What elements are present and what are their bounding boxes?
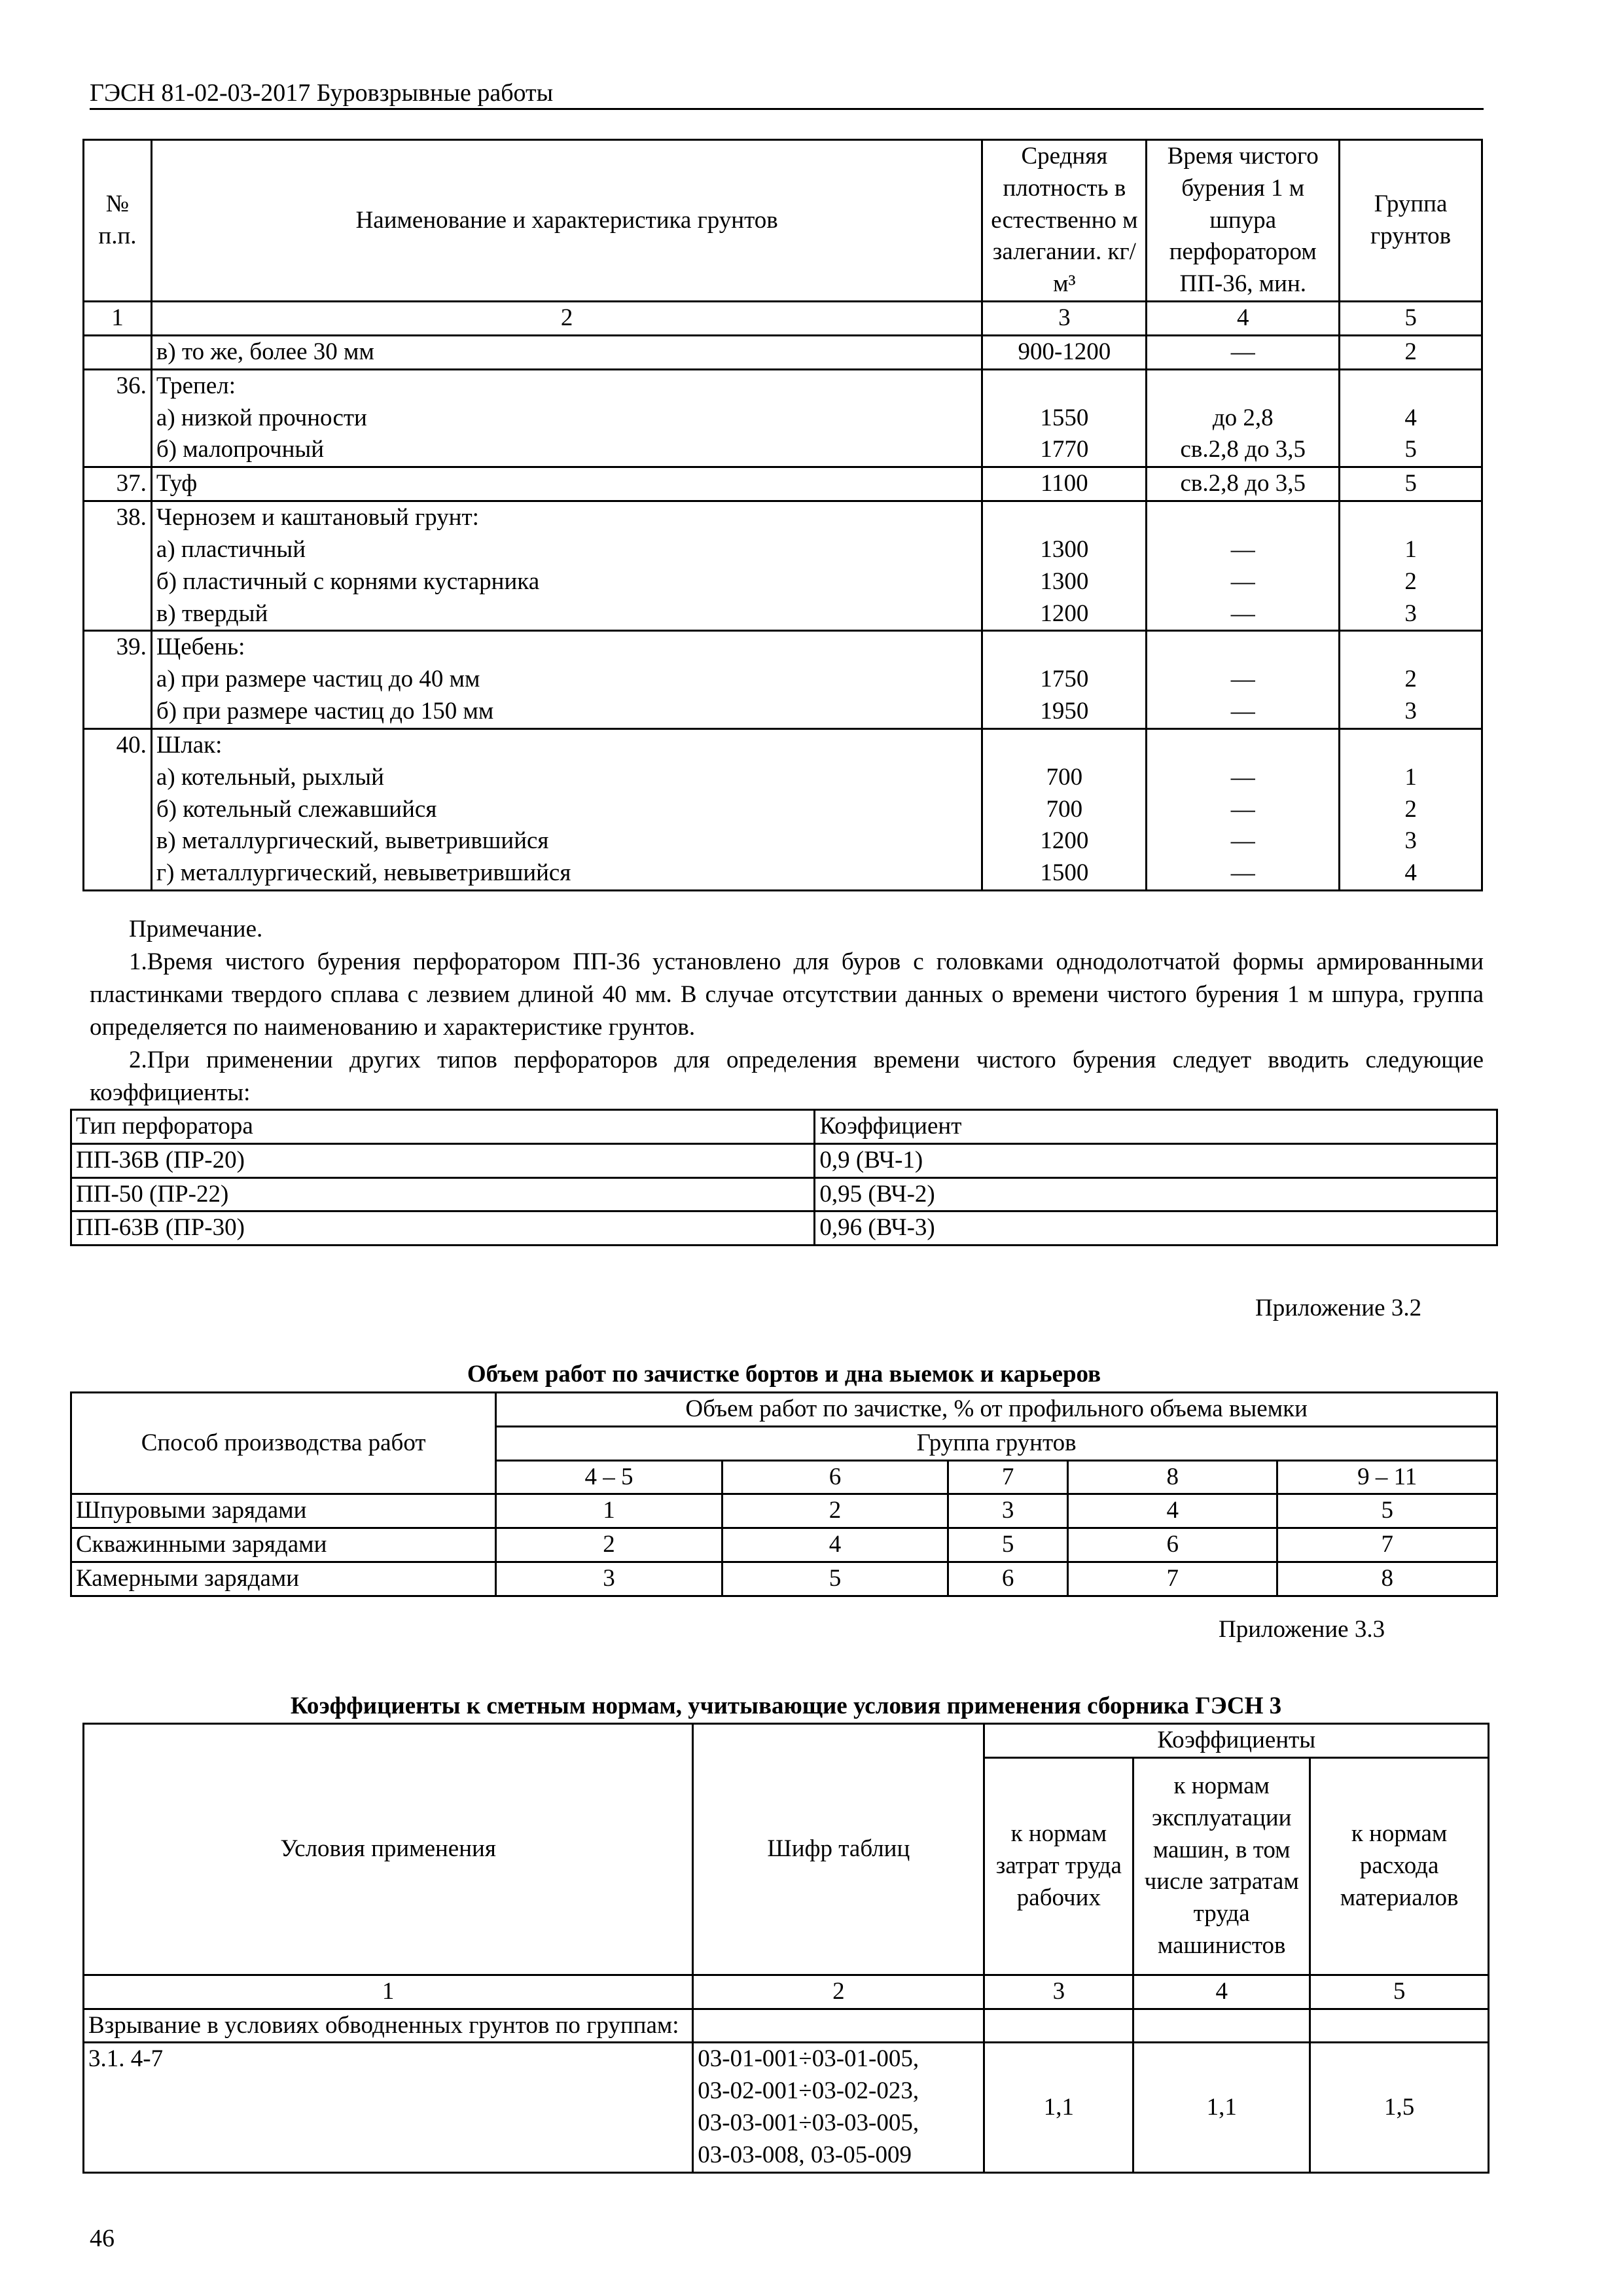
coefficient: 0,95 (ВЧ-2)	[815, 1177, 1497, 1211]
row-density: 1100	[982, 467, 1147, 501]
coefficient: 0,9 (ВЧ-1)	[815, 1143, 1497, 1177]
method: Шпуровыми зарядами	[71, 1494, 496, 1528]
group-title: Шлак:	[156, 731, 223, 759]
index-cell: 3	[982, 302, 1147, 336]
row-num: 38.	[84, 501, 152, 631]
soil-table	[82, 139, 1483, 891]
row-density	[982, 631, 1147, 728]
row-num	[84, 335, 152, 369]
item-name: а) при размере частиц до 40 мм	[156, 666, 480, 693]
row-group: 2	[1340, 335, 1482, 369]
item-name: а) низкой прочности	[156, 404, 367, 431]
appendix-3-3-caption: Коэффициенты к сметным нормам, учитывающие условия применения сборника ГЭСН 3	[290, 1693, 1282, 1719]
row-density	[982, 728, 1147, 890]
item-name: в) твердый	[156, 600, 268, 627]
labor-coefficient: 1,1	[984, 2043, 1133, 2172]
table-row	[84, 728, 1482, 890]
value: 8	[1277, 1562, 1497, 1596]
table-header-row	[84, 1724, 1489, 1758]
code-line: 03-01-001÷03-01-005,	[698, 2045, 919, 2073]
item-density: 1200	[1040, 827, 1089, 855]
header-conditions: Условия применения	[84, 1724, 693, 1975]
table-row	[84, 335, 1482, 369]
row-num: 40.	[84, 728, 152, 890]
header-density: Средняя плотность в естественно м залегании. кг/м³	[982, 140, 1147, 302]
conditions: 3.1. 4-7	[84, 2043, 693, 2172]
item-name: б) пластичный с корнями кустарника	[156, 567, 540, 595]
table-header-row	[71, 1110, 1497, 1144]
row-num: 39.	[84, 631, 152, 728]
row-name: Туф	[151, 467, 982, 501]
table-row	[71, 1177, 1497, 1211]
item-density: 1200	[1040, 600, 1089, 627]
perforator-type: ПП-36В (ПР-20)	[71, 1143, 815, 1177]
item-group: 3	[1404, 698, 1417, 725]
value: 1	[496, 1494, 722, 1528]
group-label: 7	[948, 1460, 1068, 1494]
index-cell: 2	[151, 302, 982, 336]
item-name: в) металлургический, выветрившийся	[156, 827, 549, 855]
item-density: 1750	[1040, 666, 1089, 693]
header-materials: к нормам расхода материалов	[1310, 1757, 1489, 1975]
index-cell: 1	[84, 1975, 693, 2009]
table-row	[84, 2043, 1489, 2172]
row-group-title: Взрывание в условиях обводненных грунтов по группам:	[84, 2009, 693, 2043]
row-group	[1340, 369, 1482, 467]
header-volume: Объем работ по зачистке, % от профильного объема выемки	[496, 1393, 1497, 1427]
value: 4	[722, 1528, 948, 1562]
item-time: —	[1230, 600, 1255, 627]
soil-table-header-row	[84, 140, 1482, 302]
header-method: Способ производства работ	[71, 1393, 496, 1494]
item-density: 1550	[1040, 404, 1089, 431]
index-cell: 5	[1310, 1975, 1489, 2009]
note-2: 2.При применении других типов перфораторов для определения времени чистого бурения следует вводить следующие коэффициенты:	[90, 1046, 1484, 1106]
note-1: 1.Время чистого бурения перфоратором ПП-36 установлено для буров с головками однодолотчатой формы армированными пластинками твердого сплава с лезвием длиной 40 мм. В случае отсутствии данных о времени чистого бурения 1 м шпура, группа определяется по наименованию и характеристике грунтов.	[90, 948, 1484, 1041]
code-line: 03-03-001÷03-03-005,	[698, 2109, 919, 2137]
row-density: 900-1200	[982, 335, 1147, 369]
group-title: Чернозем и каштановый грунт:	[156, 504, 479, 531]
item-group: 3	[1404, 600, 1417, 627]
page-header-title: ГЭСН 81-02-03-2017 Буровзрывные работы	[90, 79, 554, 107]
empty-cell	[693, 2009, 984, 2043]
row-time: св.2,8 до 3,5	[1147, 467, 1340, 501]
item-group: 2	[1404, 795, 1417, 823]
value: 5	[948, 1528, 1068, 1562]
item-name: б) при размере частиц до 150 мм	[156, 698, 494, 725]
header-time: Время чистого бурения 1 м шпура перфоратором ПП-36, мин.	[1147, 140, 1340, 302]
appendix-3-3-label: Приложение 3.3	[1219, 1616, 1385, 1643]
value: 5	[722, 1562, 948, 1596]
soil-table-index-row	[84, 302, 1482, 336]
row-time	[1147, 369, 1340, 467]
table-index-row	[84, 1975, 1489, 2009]
notes-block	[90, 913, 1484, 1109]
coefficient: 0,96 (ВЧ-3)	[815, 1211, 1497, 1246]
empty-cell	[1133, 2009, 1310, 2043]
empty-cell	[984, 2009, 1133, 2043]
empty-cell	[1310, 2009, 1489, 2043]
value: 3	[496, 1562, 722, 1596]
item-group: 1	[1404, 763, 1417, 791]
row-group	[1340, 631, 1482, 728]
notes-title: Примечание.	[129, 916, 263, 942]
table-row	[71, 1143, 1497, 1177]
item-time: —	[1230, 666, 1255, 693]
header-name: Наименование и характеристика грунтов	[151, 140, 982, 302]
value: 2	[722, 1494, 948, 1528]
item-time: —	[1230, 698, 1255, 725]
method: Скважинными зарядами	[71, 1528, 496, 1562]
row-group: 5	[1340, 467, 1482, 501]
row-name	[151, 728, 982, 890]
item-group: 1	[1404, 535, 1417, 563]
code-line: 03-02-001÷03-02-023,	[698, 2077, 919, 2105]
appendix-3-2-caption: Объем работ по зачистке бортов и дна выемок и карьеров	[467, 1361, 1101, 1388]
row-time	[1147, 501, 1340, 631]
index-cell: 2	[693, 1975, 984, 2009]
header-group: Группа грунтов	[496, 1426, 1497, 1460]
table-row	[84, 631, 1482, 728]
row-group	[1340, 728, 1482, 890]
perforator-type: ПП-50 (ПР-22)	[71, 1177, 815, 1211]
header-coefficients: Коэффициенты	[984, 1724, 1489, 1758]
item-name: а) котельный, рыхлый	[156, 763, 384, 791]
row-time	[1147, 631, 1340, 728]
header-coefficient: Коэффициент	[815, 1110, 1497, 1144]
table-row	[84, 369, 1482, 467]
item-group: 3	[1404, 827, 1417, 855]
item-density: 1300	[1040, 535, 1089, 563]
item-name: б) котельный слежавшийся	[156, 795, 437, 823]
group-label: 6	[722, 1460, 948, 1494]
value: 7	[1277, 1528, 1497, 1562]
value: 6	[1067, 1528, 1277, 1562]
header-perforator-type: Тип перфоратора	[71, 1110, 815, 1144]
index-cell: 3	[984, 1975, 1133, 2009]
table-row	[84, 2009, 1489, 2043]
table-header-row	[71, 1393, 1497, 1427]
index-cell: 4	[1133, 1975, 1310, 2009]
item-density: 700	[1046, 763, 1083, 791]
code-line: 03-03-008, 03-05-009	[698, 2141, 912, 2168]
row-num: 36.	[84, 369, 152, 467]
table-row	[71, 1211, 1497, 1246]
item-name: а) пластичный	[156, 535, 306, 563]
value: 2	[496, 1528, 722, 1562]
item-time: —	[1230, 827, 1255, 855]
value: 5	[1277, 1494, 1497, 1528]
row-time	[1147, 728, 1340, 890]
perforator-type: ПП-63В (ПР-30)	[71, 1211, 815, 1246]
method: Камерными зарядами	[71, 1562, 496, 1596]
item-group: 4	[1404, 404, 1417, 431]
item-density: 700	[1046, 795, 1083, 823]
header-divider	[90, 108, 1484, 110]
row-name: в) то же, более 30 мм	[151, 335, 982, 369]
row-group	[1340, 501, 1482, 631]
item-group: 4	[1404, 859, 1417, 887]
row-name	[151, 631, 982, 728]
header-num: № п.п.	[84, 140, 152, 302]
item-density: 1770	[1040, 436, 1089, 463]
table-row	[71, 1562, 1497, 1596]
item-group: 2	[1404, 666, 1417, 693]
group-label: 8	[1067, 1460, 1277, 1494]
item-time: до 2,8	[1212, 404, 1274, 431]
table-row	[84, 501, 1482, 631]
row-density	[982, 369, 1147, 467]
header-labor: к нормам затрат труда рабочих	[984, 1757, 1133, 1975]
item-name: г) металлургический, невыветрившийся	[156, 859, 571, 887]
item-time: —	[1230, 859, 1255, 887]
appendix-3-2-label: Приложение 3.2	[1255, 1295, 1422, 1321]
row-name	[151, 369, 982, 467]
index-cell: 1	[84, 302, 152, 336]
index-cell: 5	[1340, 302, 1482, 336]
cleanup-volume-table	[70, 1391, 1498, 1597]
item-density: 1300	[1040, 567, 1089, 595]
header-code: Шифр таблиц	[693, 1724, 984, 1975]
group-label: 9 – 11	[1277, 1460, 1497, 1494]
value: 4	[1067, 1494, 1277, 1528]
table-row	[84, 467, 1482, 501]
row-num: 37.	[84, 467, 152, 501]
machines-coefficient: 1,1	[1133, 2043, 1310, 2172]
item-time: —	[1230, 795, 1255, 823]
coefficients-table	[82, 1723, 1489, 2174]
index-cell: 4	[1147, 302, 1340, 336]
header-machines: к нормам эксплуатации машин, в том числе затратам труда машинистов	[1133, 1757, 1310, 1975]
value: 7	[1067, 1562, 1277, 1596]
item-density: 1950	[1040, 698, 1089, 725]
row-name	[151, 501, 982, 631]
item-group: 2	[1404, 567, 1417, 595]
materials-coefficient: 1,5	[1310, 2043, 1489, 2172]
value: 3	[948, 1494, 1068, 1528]
item-time: —	[1230, 567, 1255, 595]
value: 6	[948, 1562, 1068, 1596]
row-time: —	[1147, 335, 1340, 369]
group-title: Трепел:	[156, 372, 236, 399]
item-density: 1500	[1040, 859, 1089, 887]
item-time: —	[1230, 763, 1255, 791]
item-time: —	[1230, 535, 1255, 563]
item-name: б) малопрочный	[156, 436, 325, 463]
header-group: Группа грунтов	[1340, 140, 1482, 302]
perforator-coefficient-table	[70, 1109, 1498, 1246]
table-row	[71, 1528, 1497, 1562]
group-label: 4 – 5	[496, 1460, 722, 1494]
table-row	[71, 1494, 1497, 1528]
page-number: 46	[90, 2225, 115, 2252]
codes	[693, 2043, 984, 2172]
item-time: св.2,8 до 3,5	[1180, 436, 1306, 463]
row-density	[982, 501, 1147, 631]
group-title: Щебень:	[156, 634, 245, 661]
item-group: 5	[1404, 436, 1417, 463]
